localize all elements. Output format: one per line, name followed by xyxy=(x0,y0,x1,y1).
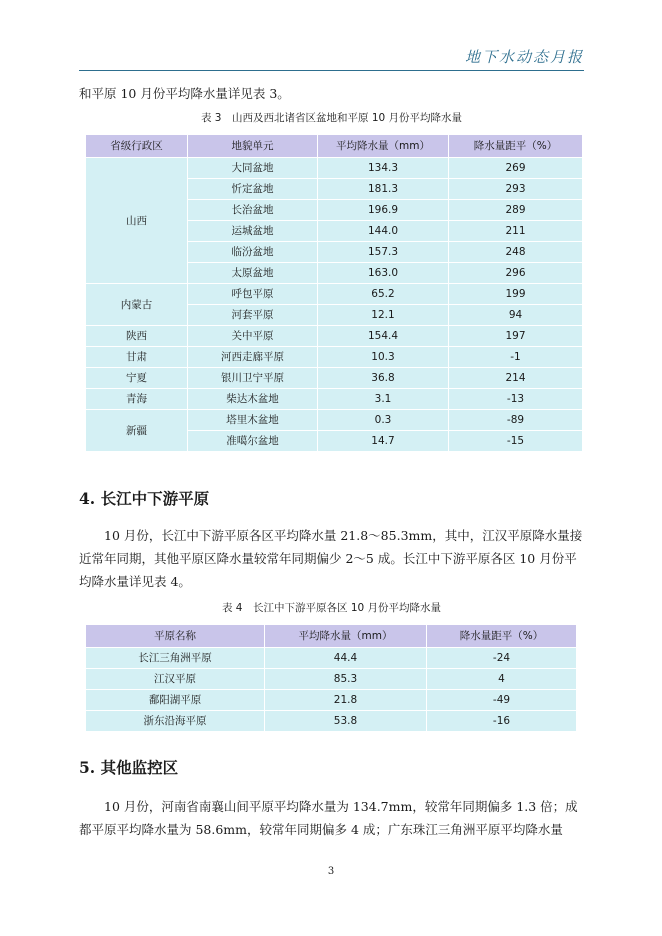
table4-cell: -16 xyxy=(427,711,577,732)
table3-cell: 293 xyxy=(449,179,583,200)
table3-header-cell: 平均降水量（mm） xyxy=(318,135,449,158)
table3-cell: 准噶尔盆地 xyxy=(188,431,318,452)
table3-cell: 65.2 xyxy=(318,284,449,305)
table3-cell: 199 xyxy=(449,284,583,305)
table3-header-cell: 降水量距平（%） xyxy=(449,135,583,158)
section4-heading: 4. 长江中下游平原 xyxy=(79,489,210,508)
table3-cell: 柴达木盆地 xyxy=(188,389,318,410)
table4-cell: 浙东沿海平原 xyxy=(86,711,265,732)
table4-cell: 21.8 xyxy=(265,690,427,711)
section5-paragraph: 10 月份，河南省南襄山间平原平均降水量为 134.7mm，较常年同期偏多 1.3 倍；成都平原平均降水量为 58.6mm，较常年同期偏多 4 成；广东珠江三角洲平原平均降水量 xyxy=(79,799,578,837)
table4-caption: 表 4 长江中下游平原各区 10 月份平均降水量 xyxy=(221,602,442,614)
table4-row xyxy=(86,711,577,732)
table3 xyxy=(85,134,583,452)
table3-cell: 临汾盆地 xyxy=(188,242,318,263)
table4-cell: 长江三角洲平原 xyxy=(86,648,265,669)
table4-cell: 4 xyxy=(427,669,577,690)
table4-row xyxy=(86,648,577,669)
table3-header-row xyxy=(86,135,583,158)
table3-cell: 157.3 xyxy=(318,242,449,263)
table4-cell: 鄱阳湖平原 xyxy=(86,690,265,711)
table4-cell: -24 xyxy=(427,648,577,669)
table3-header-cell: 地貌单元 xyxy=(188,135,318,158)
table3-cell: 河套平原 xyxy=(188,305,318,326)
table3-cell: 248 xyxy=(449,242,583,263)
table3-cell: -15 xyxy=(449,431,583,452)
table3-province-cell: 内蒙古 xyxy=(86,284,188,326)
table3-cell: 211 xyxy=(449,221,583,242)
table3-cell: 289 xyxy=(449,200,583,221)
section4-paragraph: 10 月份，长江中下游平原各区平均降水量 21.8～85.3mm，其中，江汉平原降水量接近常年同期，其他平原区降水量较常年同期偏少 2～5 成。长江中下游平原各区 10 月份平均降水量详见表 4。 xyxy=(79,528,583,589)
table3-province-cell: 新疆 xyxy=(86,410,188,452)
table3-cell: 忻定盆地 xyxy=(188,179,318,200)
table3-cell: 银川卫宁平原 xyxy=(188,368,318,389)
table3-cell: 296 xyxy=(449,263,583,284)
table3-cell: -89 xyxy=(449,410,583,431)
table3-province-cell: 山西 xyxy=(86,158,188,284)
table4-header-row xyxy=(86,625,577,648)
table3-row xyxy=(86,326,583,347)
table3-province-cell: 甘肃 xyxy=(86,347,188,368)
table3-row xyxy=(86,347,583,368)
table3-cell: 181.3 xyxy=(318,179,449,200)
table3-cell: 36.8 xyxy=(318,368,449,389)
table3-header-cell: 省级行政区 xyxy=(86,135,188,158)
intro-line: 和平原 10 月份平均降水量详见表 3。 xyxy=(79,86,290,101)
table3-cell: 0.3 xyxy=(318,410,449,431)
table3-cell: 太原盆地 xyxy=(188,263,318,284)
table3-cell: 塔里木盆地 xyxy=(188,410,318,431)
table4-header-cell: 降水量距平（%） xyxy=(427,625,577,648)
table4-cell: 44.4 xyxy=(265,648,427,669)
table4-cell: 江汉平原 xyxy=(86,669,265,690)
table3-province-cell: 青海 xyxy=(86,389,188,410)
report-title: 地下水动态月报 xyxy=(464,48,584,66)
table3-cell: 94 xyxy=(449,305,583,326)
table3-row xyxy=(86,158,583,179)
table4-header-cell: 平均降水量（mm） xyxy=(265,625,427,648)
table3-cell: 154.4 xyxy=(318,326,449,347)
table3-row xyxy=(86,284,583,305)
table4-row xyxy=(86,669,577,690)
table3-cell: 10.3 xyxy=(318,347,449,368)
table3-row xyxy=(86,389,583,410)
table4-cell: 85.3 xyxy=(265,669,427,690)
table3-cell: -1 xyxy=(449,347,583,368)
table4-header-cell: 平原名称 xyxy=(86,625,265,648)
table3-cell: 214 xyxy=(449,368,583,389)
table3-cell: 长治盆地 xyxy=(188,200,318,221)
table3-cell: 关中平原 xyxy=(188,326,318,347)
header-rule xyxy=(79,70,584,71)
table4 xyxy=(85,624,577,732)
table3-cell: 163.0 xyxy=(318,263,449,284)
table3-row xyxy=(86,410,583,431)
table3-province-cell: 宁夏 xyxy=(86,368,188,389)
table3-cell: 197 xyxy=(449,326,583,347)
table3-cell: 12.1 xyxy=(318,305,449,326)
table3-cell: 269 xyxy=(449,158,583,179)
table3-row xyxy=(86,368,583,389)
table3-cell: 运城盆地 xyxy=(188,221,318,242)
table3-cell: 196.9 xyxy=(318,200,449,221)
table3-cell: 河西走廊平原 xyxy=(188,347,318,368)
table4-row xyxy=(86,690,577,711)
table3-cell: -13 xyxy=(449,389,583,410)
table3-cell: 144.0 xyxy=(318,221,449,242)
page-number: 3 xyxy=(327,866,335,877)
table3-cell: 呼包平原 xyxy=(188,284,318,305)
table3-caption: 表 3 山西及西北诸省区盆地和平原 10 月份平均降水量 xyxy=(200,112,463,124)
section5-heading: 5. 其他监控区 xyxy=(79,758,179,777)
table3-province-cell: 陕西 xyxy=(86,326,188,347)
table4-cell: -49 xyxy=(427,690,577,711)
table3-cell: 3.1 xyxy=(318,389,449,410)
table4-cell: 53.8 xyxy=(265,711,427,732)
table3-cell: 大同盆地 xyxy=(188,158,318,179)
table3-cell: 134.3 xyxy=(318,158,449,179)
table3-cell: 14.7 xyxy=(318,431,449,452)
